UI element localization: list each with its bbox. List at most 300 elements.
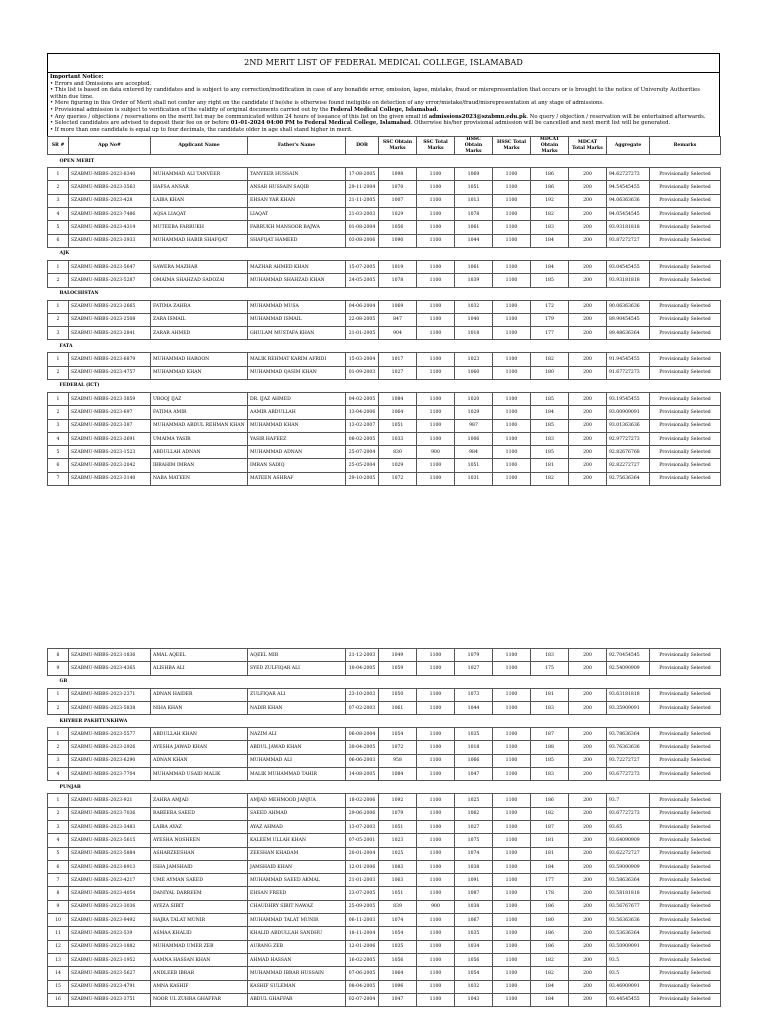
cell-rem: Provisionally Selected	[650, 887, 721, 900]
cell-sr: 4	[48, 834, 69, 847]
cell-hssct: 1100	[493, 181, 531, 194]
cell-mdcat: 172	[531, 300, 569, 313]
cell-name: NOOR UL ZUHRA GHAFFAR	[151, 993, 248, 1006]
cell-mdcat: 187	[531, 728, 569, 741]
cell-name: ASHARZEESHAN	[151, 847, 248, 860]
cell-ssc: 1023	[379, 834, 417, 847]
table-row	[48, 741, 721, 754]
cell-ssc: 1035	[379, 940, 417, 953]
column-header: SR #	[48, 137, 69, 155]
cell-sr: 3	[48, 820, 69, 833]
cell-agg: 93.56363636	[607, 914, 650, 927]
cell-ssc: 1033	[379, 432, 417, 445]
cell-hssc: 1035	[455, 927, 493, 940]
table-row	[48, 392, 721, 405]
cell-rem: Provisionally Selected	[650, 221, 721, 234]
table-row	[48, 887, 721, 900]
section-row	[48, 340, 721, 353]
notice-item	[50, 114, 717, 121]
cell-father: EHSAN FREED	[248, 887, 346, 900]
column-header: SSC Obtain Marks	[379, 137, 417, 155]
cell-sr: 1	[48, 688, 69, 701]
cell-mdcat: 186	[531, 794, 569, 807]
cell-rem: Provisionally Selected	[650, 168, 721, 181]
cell-ssct: 1100	[417, 741, 455, 754]
merit-table-page-1	[47, 136, 721, 486]
notice-item	[50, 107, 717, 114]
section-row	[48, 781, 721, 794]
cell-hssct: 1100	[493, 327, 531, 340]
cell-app: SZABMU-MBBS-2023-921	[69, 794, 151, 807]
cell-app: SZABMU-MBBS-2023-3751	[69, 993, 151, 1006]
cell-agg: 92.97727273	[607, 432, 650, 445]
cell-hssct: 1100	[493, 768, 531, 781]
cell-mdcat: 175	[531, 662, 569, 675]
cell-hssct: 1100	[493, 649, 531, 662]
cell-hssct: 1100	[493, 820, 531, 833]
cell-rem: Provisionally Selected	[650, 327, 721, 340]
cell-name: MUHAMMAD KHAN	[151, 366, 248, 379]
cell-father: KHALID ABDULLAH SANDHU	[248, 927, 346, 940]
cell-ssc: 1051	[379, 887, 417, 900]
cell-ssct: 1100	[417, 194, 455, 207]
cell-dob: 06-06-2003	[346, 754, 379, 767]
cell-agg: 93.93181818	[607, 221, 650, 234]
cell-agg: 93.59090909	[607, 860, 650, 873]
cell-ssc: 1063	[379, 874, 417, 887]
cell-ssct: 1100	[417, 472, 455, 485]
cell-mdcatt: 200	[569, 860, 607, 873]
cell-hssct: 1100	[493, 927, 531, 940]
cell-mdcatt: 200	[569, 260, 607, 273]
cell-ssct: 1100	[417, 181, 455, 194]
column-header: Applicant Name	[151, 137, 248, 155]
cell-dob: 17-08-2005	[346, 168, 379, 181]
column-header: HSSC Obtain Marks	[455, 137, 493, 155]
cell-mdcat: 183	[531, 221, 569, 234]
document-title: 2ND MERIT LIST OF FEDERAL MEDICAL COLLEGE, ISLAMABAD	[47, 53, 720, 73]
cell-ssc: 1059	[379, 662, 417, 675]
cell-name: ADNAN HAIDER	[151, 688, 248, 701]
cell-sr: 1	[48, 353, 69, 366]
cell-sr: 14	[48, 967, 69, 980]
cell-mdcatt: 200	[569, 834, 607, 847]
cell-hssc: 1067	[455, 914, 493, 927]
cell-sr: 7	[48, 874, 69, 887]
cell-sr: 1	[48, 260, 69, 273]
table-row	[48, 993, 721, 1006]
table-row	[48, 662, 721, 675]
notice-item	[50, 81, 717, 88]
cell-rem: Provisionally Selected	[650, 940, 721, 953]
cell-sr: 3	[48, 754, 69, 767]
cell-app: SZABMU-MBBS-2023-5615	[69, 834, 151, 847]
section-row	[48, 287, 721, 300]
cell-father: MUHAMMAD IBRAR HUSSAIN	[248, 967, 346, 980]
cell-rem: Provisionally Selected	[650, 406, 721, 419]
cell-ssct: 1100	[417, 649, 455, 662]
cell-hssct: 1100	[493, 701, 531, 714]
cell-agg: 94.54545455	[607, 181, 650, 194]
cell-dob: 25-05-2004	[346, 459, 379, 472]
cell-sr: 13	[48, 953, 69, 966]
table-row	[48, 181, 721, 194]
table-row	[48, 820, 721, 833]
cell-hssc: 1074	[455, 847, 493, 860]
cell-sr: 8	[48, 649, 69, 662]
notice-items	[50, 81, 717, 134]
notice-text: • Errors and Omissions are accepted.	[50, 80, 152, 87]
cell-ssc: 1083	[379, 860, 417, 873]
cell-hssct: 1100	[493, 807, 531, 820]
cell-hssc: 1079	[455, 649, 493, 662]
cell-dob: 01-08-2004	[346, 221, 379, 234]
cell-hssc: 1031	[455, 472, 493, 485]
cell-rem: Provisionally Selected	[650, 392, 721, 405]
cell-name: AYESHA NOSHEEN	[151, 834, 248, 847]
cell-hssc: 1075	[455, 834, 493, 847]
cell-ssct: 1100	[417, 208, 455, 221]
cell-ssct: 1100	[417, 874, 455, 887]
cell-app: SZABMU-MBBS-2023-697	[69, 406, 151, 419]
cell-rem: Provisionally Selected	[650, 353, 721, 366]
cell-ssc: 1098	[379, 168, 417, 181]
cell-dob: 21-01-2003	[346, 874, 379, 887]
table-row	[48, 274, 721, 287]
cell-app: SZABMU-MBBS-2023-4217	[69, 874, 151, 887]
cell-father: LIAQAT	[248, 208, 346, 221]
cell-sr: 6	[48, 860, 69, 873]
cell-mdcat: 182	[531, 807, 569, 820]
cell-father: MATEEN ASHRAF	[248, 472, 346, 485]
table-row	[48, 208, 721, 221]
cell-rem: Provisionally Selected	[650, 807, 721, 820]
column-header: App No#	[69, 137, 151, 155]
cell-app: SZABMU-MBBS-2023-1836	[69, 649, 151, 662]
cell-hssct: 1100	[493, 953, 531, 966]
cell-hssct: 1100	[493, 221, 531, 234]
cell-mdcatt: 200	[569, 887, 607, 900]
cell-mdcat: 188	[531, 741, 569, 754]
cell-hssct: 1100	[493, 313, 531, 326]
cell-ssc: 904	[379, 327, 417, 340]
cell-app: SZABMU-MBBS-2023-3140	[69, 472, 151, 485]
cell-ssc: 1096	[379, 980, 417, 993]
cell-name: MUTEEBA FARRUKH	[151, 221, 248, 234]
cell-agg: 92.70454545	[607, 649, 650, 662]
cell-ssct: 1100	[417, 768, 455, 781]
cell-father: KASHIF SULEMAN	[248, 980, 346, 993]
cell-agg: 93.67727273	[607, 807, 650, 820]
cell-rem: Provisionally Selected	[650, 234, 721, 247]
cell-dob: 04-06-2004	[346, 300, 379, 313]
cell-ssct: 1100	[417, 820, 455, 833]
notice-emphasis: Federal Medical College, Islamabad.	[330, 106, 439, 113]
section-row	[48, 379, 721, 392]
cell-mdcat: 184	[531, 993, 569, 1006]
cell-father: AHMAD HASSAN	[248, 953, 346, 966]
cell-sr: 6	[48, 459, 69, 472]
cell-dob: 29-06-2006	[346, 807, 379, 820]
column-header: Aggregate	[607, 137, 650, 155]
cell-rem: Provisionally Selected	[650, 472, 721, 485]
cell-sr: 7	[48, 472, 69, 485]
cell-sr: 1	[48, 300, 69, 313]
cell-dob: 18-02-2006	[346, 794, 379, 807]
cell-agg: 93.56767677	[607, 900, 650, 913]
cell-rem: Provisionally Selected	[650, 300, 721, 313]
cell-mdcat: 186	[531, 168, 569, 181]
cell-hssct: 1100	[493, 967, 531, 980]
cell-hssc: 1087	[455, 887, 493, 900]
cell-mdcat: 183	[531, 701, 569, 714]
table-row	[48, 980, 721, 993]
cell-rem: Provisionally Selected	[650, 874, 721, 887]
cell-agg: 92.75636364	[607, 472, 650, 485]
cell-father: MUHAMMAD ALI	[248, 754, 346, 767]
cell-ssc: 1064	[379, 967, 417, 980]
cell-rem: Provisionally Selected	[650, 459, 721, 472]
cell-ssct: 1100	[417, 914, 455, 927]
cell-mdcatt: 200	[569, 208, 607, 221]
cell-hssct: 1100	[493, 993, 531, 1006]
cell-father: AMJAD MEHMOOD JANJUA	[248, 794, 346, 807]
cell-mdcatt: 200	[569, 300, 607, 313]
cell-mdcatt: 200	[569, 327, 607, 340]
cell-rem: Provisionally Selected	[650, 419, 721, 432]
cell-app: SZABMU-MBBS-2023-5287	[69, 274, 151, 287]
table-row	[48, 234, 721, 247]
cell-rem: Provisionally Selected	[650, 900, 721, 913]
cell-sr: 2	[48, 274, 69, 287]
cell-app: SZABMU-MBBS-2023-3859	[69, 392, 151, 405]
cell-name: NIHA KHAN	[151, 701, 248, 714]
table-row	[48, 754, 721, 767]
cell-ssc: 1027	[379, 366, 417, 379]
cell-agg: 93.63181818	[607, 688, 650, 701]
cell-mdcatt: 200	[569, 967, 607, 980]
cell-hssc: 1032	[455, 980, 493, 993]
cell-agg: 92.54090909	[607, 662, 650, 675]
cell-dob: 29-11-2004	[346, 181, 379, 194]
cell-agg: 92.82676768	[607, 446, 650, 459]
cell-father: AURANG ZEB	[248, 940, 346, 953]
cell-sr: 5	[48, 221, 69, 234]
cell-rem: Provisionally Selected	[650, 993, 721, 1006]
cell-father: MALIK REHMAT KARIM AFRIDI	[248, 353, 346, 366]
cell-name: FATIMA ZAHRA	[151, 300, 248, 313]
cell-mdcat: 186	[531, 900, 569, 913]
cell-hssct: 1100	[493, 366, 531, 379]
cell-mdcat: 187	[531, 820, 569, 833]
table-row	[48, 300, 721, 313]
column-header: MDCAT Obtain Marks	[531, 137, 569, 155]
cell-agg: 93.64090909	[607, 834, 650, 847]
cell-app: SZABMU-MBBS-2023-4757	[69, 366, 151, 379]
cell-mdcat: 181	[531, 847, 569, 860]
cell-rem: Provisionally Selected	[650, 313, 721, 326]
cell-hssct: 1100	[493, 794, 531, 807]
cell-father: SAEED AHMAD	[248, 807, 346, 820]
cell-mdcatt: 200	[569, 794, 607, 807]
cell-agg: 93.62272727	[607, 847, 650, 860]
cell-ssct: 1100	[417, 980, 455, 993]
cell-app: SZABMU-MBBS-2023-4791	[69, 980, 151, 993]
cell-sr: 2	[48, 313, 69, 326]
cell-ssc: 1074	[379, 914, 417, 927]
table-row	[48, 953, 721, 966]
cell-dob: 21-11-2005	[346, 194, 379, 207]
cell-ssc: 1054	[379, 927, 417, 940]
cell-name: AYEZA SIBIT	[151, 900, 248, 913]
cell-mdcatt: 200	[569, 874, 607, 887]
cell-rem: Provisionally Selected	[650, 794, 721, 807]
cell-mdcat: 181	[531, 688, 569, 701]
cell-agg: 91.94545455	[607, 353, 650, 366]
cell-ssc: 1090	[379, 234, 417, 247]
cell-app: SZABMU-MBBS-2023-1882	[69, 940, 151, 953]
cell-mdcat: 182	[531, 967, 569, 980]
cell-father: MALIK MUHAMMAD TAHIR	[248, 768, 346, 781]
cell-name: UMAIMA YASIR	[151, 432, 248, 445]
cell-sr: 8	[48, 887, 69, 900]
cell-sr: 4	[48, 208, 69, 221]
cell-app: SZABMU-MBBS-2023-2841	[69, 327, 151, 340]
cell-father: YASIR HAFEEZ	[248, 432, 346, 445]
cell-sr: 5	[48, 847, 69, 860]
cell-hssc: 1091	[455, 874, 493, 887]
notice-text: • If more than one candidate is equal up to four decimals, the candidate older in age shall stand higher in merit.	[50, 126, 353, 133]
cell-mdcatt: 200	[569, 432, 607, 445]
cell-agg: 93.78636364	[607, 728, 650, 741]
section-label: OPEN MERIT	[48, 155, 721, 168]
cell-app: SZABMU-MBBS-2023-8913	[69, 860, 151, 873]
cell-dob: 21-03-2003	[346, 208, 379, 221]
cell-agg: 94.06363636	[607, 194, 650, 207]
cell-hssc: 1023	[455, 353, 493, 366]
cell-ssct: 1100	[417, 274, 455, 287]
notice-text: • Provisional admission is subject to verification of the validity of original documents carried out by the	[50, 106, 331, 113]
cell-mdcat: 179	[531, 313, 569, 326]
cell-mdcat: 184	[531, 406, 569, 419]
cell-app: SZABMU-MBBS-2023-539	[69, 927, 151, 940]
cell-father: MUHAMMAD SAEED AKMAL	[248, 874, 346, 887]
cell-ssct: 1100	[417, 688, 455, 701]
cell-name: HAFSA ANSAR	[151, 181, 248, 194]
cell-ssc: 1078	[379, 274, 417, 287]
table-row	[48, 768, 721, 781]
cell-mdcatt: 200	[569, 754, 607, 767]
cell-sr: 2	[48, 406, 69, 419]
cell-ssc: 830	[379, 446, 417, 459]
cell-mdcat: 180	[531, 914, 569, 927]
cell-hssc: 1061	[455, 260, 493, 273]
cell-ssct: 1100	[417, 662, 455, 675]
cell-father: MUHAMMAD ADNAN	[248, 446, 346, 459]
cell-dob: 29-10-2005	[346, 472, 379, 485]
cell-agg: 93.44545455	[607, 993, 650, 1006]
cell-name: AYESHA JAWAD KHAN	[151, 741, 248, 754]
cell-father: ZULFIQAR ALI	[248, 688, 346, 701]
cell-hssc: 984	[455, 446, 493, 459]
cell-dob: 12-01-2006	[346, 860, 379, 873]
cell-hssc: 1069	[455, 168, 493, 181]
cell-name: ASMAA KHALID	[151, 927, 248, 940]
cell-mdcatt: 200	[569, 993, 607, 1006]
cell-mdcat: 183	[531, 649, 569, 662]
cell-name: MUHAMMAD ABDUL REHMAN KHAN	[151, 419, 248, 432]
cell-app: SZABMU-MBBS-2023-2042	[69, 459, 151, 472]
cell-rem: Provisionally Selected	[650, 820, 721, 833]
cell-father: NADIR KHAN	[248, 701, 346, 714]
cell-mdcat: 185	[531, 419, 569, 432]
cell-name: ZARAR AHMED	[151, 327, 248, 340]
cell-ssc: 1049	[379, 649, 417, 662]
table-row	[48, 847, 721, 860]
cell-app: SZABMU-MBBS-2023-2665	[69, 300, 151, 313]
cell-sr: 5	[48, 446, 69, 459]
cell-ssc: 958	[379, 754, 417, 767]
cell-hssc: 987	[455, 419, 493, 432]
cell-agg: 91.67727273	[607, 366, 650, 379]
cell-agg: 93.76363636	[607, 741, 650, 754]
cell-father: ANSAR HUSSAIN SAQIB	[248, 181, 346, 194]
cell-hssc: 1054	[455, 967, 493, 980]
cell-mdcatt: 200	[569, 820, 607, 833]
cell-ssct: 1100	[417, 728, 455, 741]
cell-mdcatt: 200	[569, 741, 607, 754]
table-row	[48, 701, 721, 714]
cell-app: SZABMU-MBBS-2023-7486	[69, 208, 151, 221]
cell-ssct: 1100	[417, 701, 455, 714]
cell-mdcat: 178	[531, 887, 569, 900]
cell-name: MUHAMMAD UMER ZEB	[151, 940, 248, 953]
cell-ssc: 1029	[379, 208, 417, 221]
table-row	[48, 860, 721, 873]
cell-father: TANVEER HUSSAIN	[248, 168, 346, 181]
cell-sr: 1	[48, 728, 69, 741]
cell-agg: 92.82272727	[607, 459, 650, 472]
cell-mdcatt: 200	[569, 914, 607, 927]
cell-name: LAIBA KHAN	[151, 194, 248, 207]
cell-mdcatt: 200	[569, 900, 607, 913]
cell-mdcatt: 200	[569, 221, 607, 234]
cell-hssc: 1044	[455, 234, 493, 247]
cell-dob: 16-02-2005	[346, 953, 379, 966]
table-row	[48, 688, 721, 701]
cell-hssc: 1051	[455, 181, 493, 194]
cell-sr: 4	[48, 432, 69, 445]
table-row	[48, 194, 721, 207]
cell-mdcat: 186	[531, 940, 569, 953]
cell-ssc: 1007	[379, 194, 417, 207]
table-row	[48, 366, 721, 379]
cell-mdcatt: 200	[569, 649, 607, 662]
cell-hssct: 1100	[493, 940, 531, 953]
cell-sr: 2	[48, 181, 69, 194]
cell-agg: 89.90454545	[607, 313, 650, 326]
cell-rem: Provisionally Selected	[650, 194, 721, 207]
cell-hssct: 1100	[493, 662, 531, 675]
cell-mdcat: 186	[531, 927, 569, 940]
notice-item	[50, 127, 717, 134]
cell-dob: 08-02-2005	[346, 432, 379, 445]
cell-agg: 93.67727273	[607, 768, 650, 781]
cell-mdcatt: 200	[569, 459, 607, 472]
cell-mdcatt: 200	[569, 274, 607, 287]
cell-app: SZABMU-MBBS-2023-5884	[69, 847, 151, 860]
cell-app: SZABMU-MBBS-2023-2371	[69, 688, 151, 701]
